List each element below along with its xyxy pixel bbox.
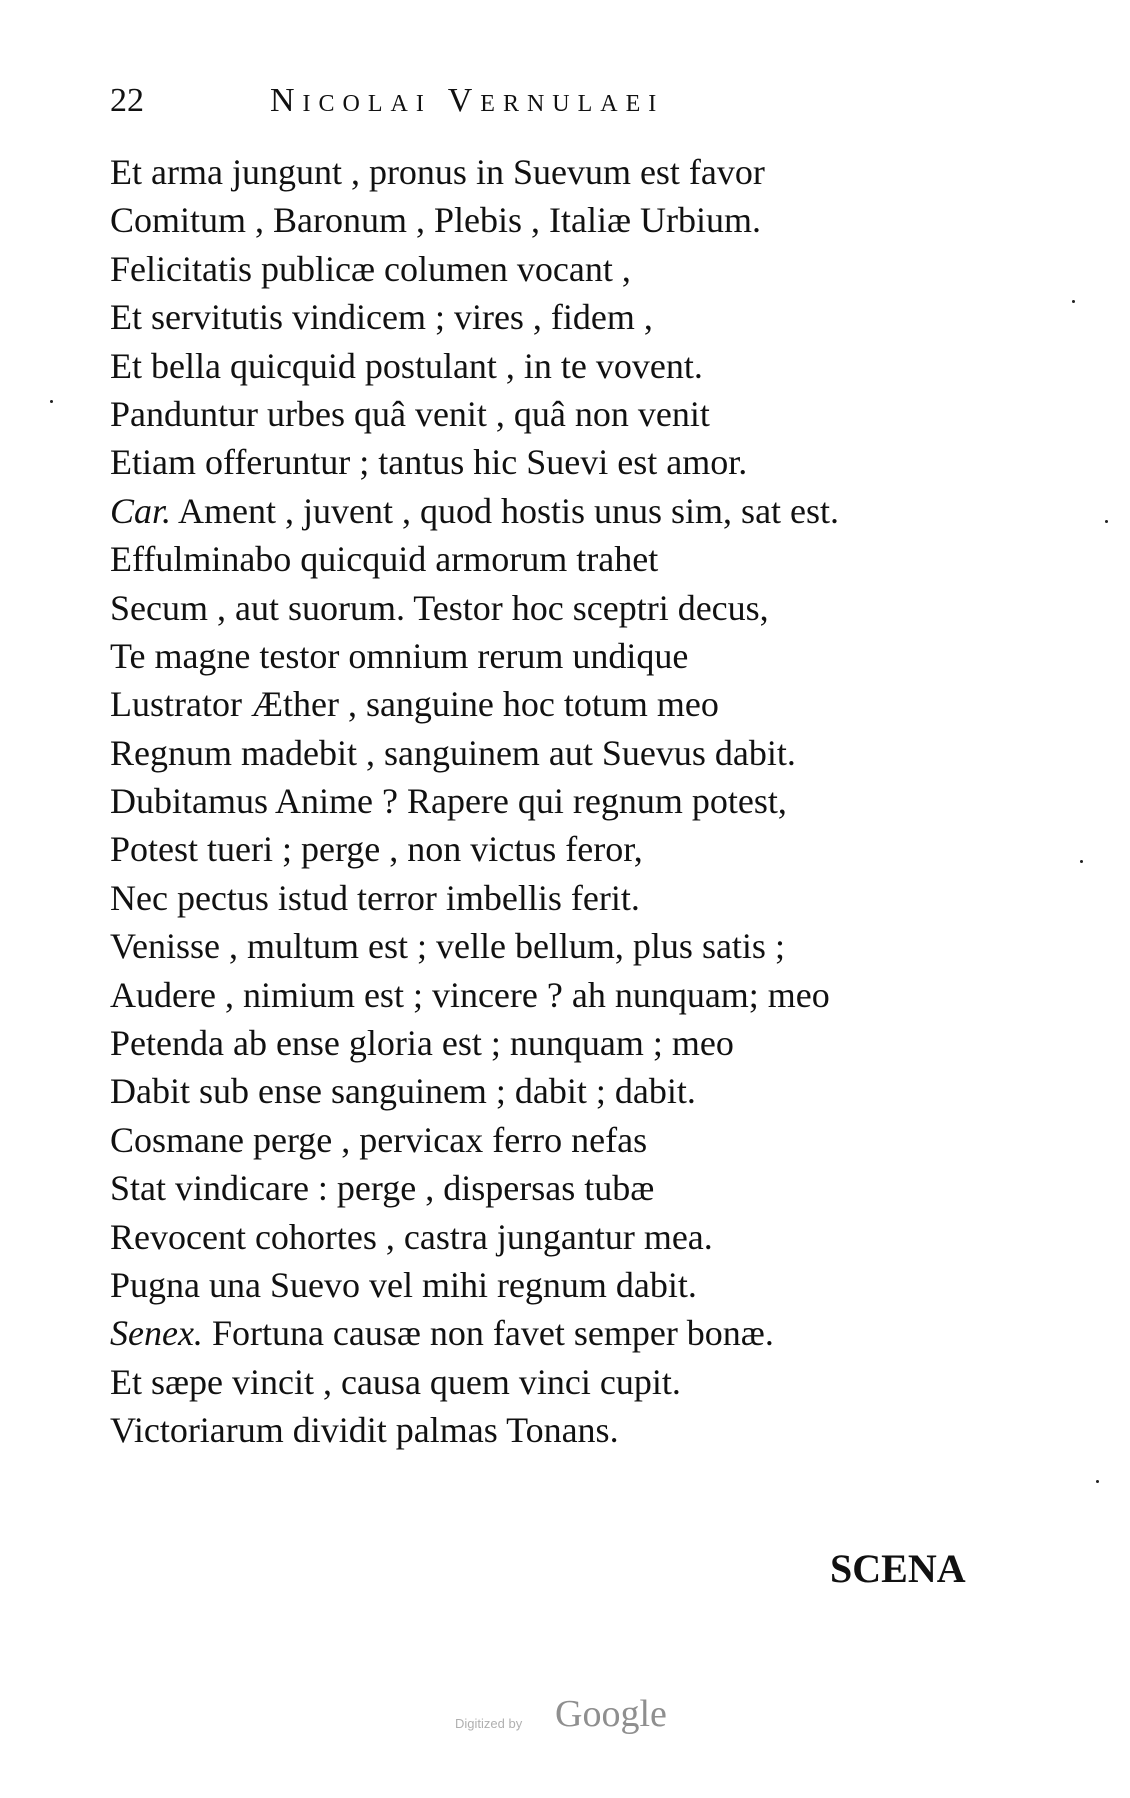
- verse-line: [110, 390, 1010, 438]
- verse-text: Lustrator Æther , sanguine hoc totum meo: [110, 684, 719, 725]
- google-logo: Google: [555, 1693, 667, 1735]
- verse-text: Te magne testor omnium rerum undique: [110, 635, 689, 676]
- verse-text: Potest tueri ; perge , non victus feror,: [110, 829, 643, 870]
- verse-line: [110, 729, 1010, 777]
- verse-text: Stat vindicare : perge , dispersas tubæ: [110, 1168, 655, 1209]
- verse-line: [110, 971, 1010, 1019]
- verse-line: [110, 535, 1010, 583]
- speaker-label: Senex.: [110, 1313, 203, 1354]
- verse-line: [110, 293, 1010, 341]
- verse-line: [110, 1164, 1010, 1212]
- verse-line: [110, 1213, 1010, 1261]
- verse-text: Fortuna causæ non favet semper bonæ.: [211, 1313, 774, 1354]
- verse-line: [110, 584, 1010, 632]
- verse-text: Secum , aut suorum. Testor hoc sceptri decus,: [110, 587, 769, 628]
- verse-line: [110, 438, 1010, 486]
- verse-text: Et arma jungunt , pronus in Suevum est favor: [110, 152, 765, 192]
- verse-line: [110, 777, 1010, 825]
- verse-text: Pugna una Suevo vel mihi regnum dabit.: [110, 1264, 697, 1305]
- verse-text: Regnum madebit , sanguinem aut Suevus dabit.: [110, 732, 796, 773]
- verse-text: Et sæpe vincit , causa quem vinci cupit.: [110, 1361, 681, 1402]
- print-speck: [1105, 520, 1108, 523]
- verse-text: Cosmane perge , pervicax ferro nefas: [110, 1119, 648, 1160]
- verse-line: [110, 825, 1010, 873]
- verse-text: Etiam offeruntur ; tantus hic Suevi est amor.: [110, 442, 748, 483]
- verse-text: Felicitatis publicæ columen vocant ,: [110, 248, 631, 289]
- verse-line: [110, 1406, 1010, 1454]
- verse-line: [110, 196, 1010, 244]
- print-speck: [1072, 300, 1075, 303]
- verse-line: [110, 1261, 1010, 1309]
- verse-text: Effulminabo quicquid armorum trahet: [110, 539, 659, 580]
- verse-text: Ament , juvent , quod hostis unus sim, sat est.: [178, 490, 840, 531]
- verse-text: Revocent cohortes , castra jungantur mea.: [110, 1216, 713, 1257]
- verse-line: [110, 487, 1010, 535]
- verse-text: Nec pectus istud terror imbellis ferit.: [110, 877, 640, 918]
- verse-text: Audere , nimium est ; vincere ? ah nunquam; meo: [110, 974, 830, 1015]
- digitized-by-label: Digitized by: [455, 1716, 523, 1731]
- verse-text: Comitum , Baronum , Plebis , Italiæ Urbium.: [110, 200, 761, 241]
- verse-line: [110, 1309, 1010, 1357]
- print-speck: [1096, 1480, 1099, 1483]
- verse-line: [110, 245, 1010, 293]
- verse-text: Et servitutis vindicem ; vires , fidem ,: [110, 297, 653, 338]
- running-head: Nicolai Vernulaei: [270, 82, 665, 119]
- verse-text: Et bella quicquid postulant , in te vovent.: [110, 345, 703, 386]
- verse-text: Petenda ab ense gloria est ; nunquam ; meo: [110, 1023, 734, 1064]
- verse-line: [110, 680, 1010, 728]
- verse-text: Victoriarum dividit palmas Tonans.: [110, 1410, 619, 1451]
- page-header: [110, 82, 890, 122]
- verse-text: Venisse , multum est ; velle bellum, plus satis ;: [110, 926, 785, 967]
- verse-line: [110, 342, 1010, 390]
- verse-line: [110, 922, 1010, 970]
- verse-text: Dabit sub ense sanguinem ; dabit ; dabit.: [110, 1071, 696, 1112]
- verse-text: Dubitamus Anime ? Rapere qui regnum potest,: [110, 781, 787, 822]
- verse-line: [110, 632, 1010, 680]
- catchword: SCENA: [830, 1546, 966, 1591]
- verse-line: [110, 1019, 1010, 1067]
- verse-line: [110, 1116, 1010, 1164]
- verse-line: [110, 148, 1010, 196]
- print-speck: [1080, 860, 1083, 863]
- verse-block: [110, 148, 1010, 1455]
- verse-line: [110, 1067, 1010, 1115]
- print-speck: [50, 400, 53, 403]
- page-number: 22: [110, 82, 144, 119]
- verse-text: Panduntur urbes quâ venit , quâ non venit: [110, 393, 710, 434]
- speaker-label: Car.: [110, 490, 172, 531]
- verse-line: [110, 1358, 1010, 1406]
- digitization-footer: [455, 1692, 695, 1742]
- verse-line: [110, 874, 1010, 922]
